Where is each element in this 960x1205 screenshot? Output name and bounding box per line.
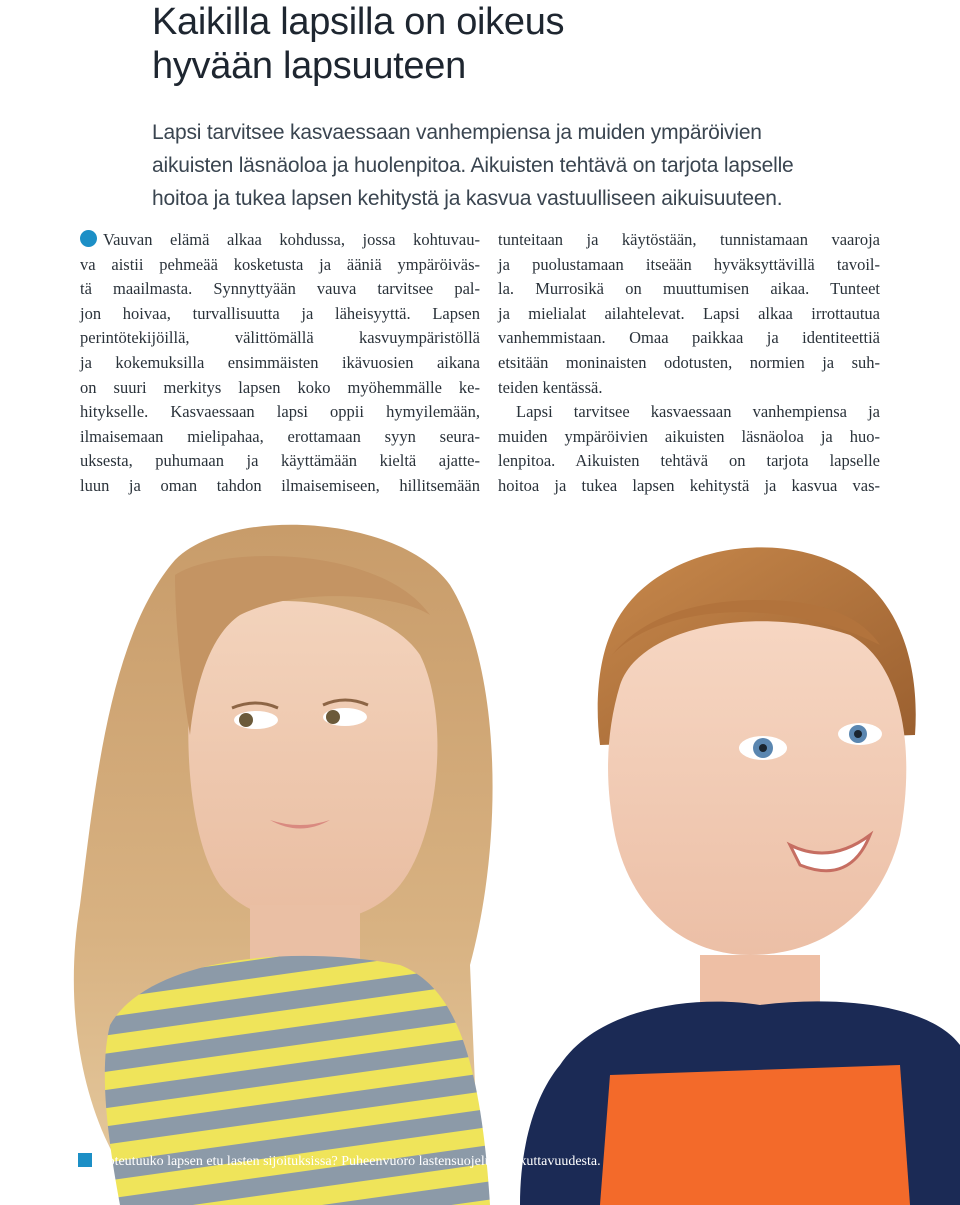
body-line: vanhemmistaan. Omaa paikkaa ja identiteettiä <box>498 328 880 348</box>
page-footer <box>60 1151 920 1173</box>
body-line: on suuri merkitys lapsen koko myöhemmälle ke- <box>80 377 480 397</box>
body-line: Vauvan elämä alkaa kohdussa, jossa kohtuvau- <box>80 228 480 253</box>
body-line: hitykselle. Kasvaessaan lapsi oppii hymyilemään, <box>80 402 480 422</box>
body-line: muiden ympäröivien aikuisten läsnäoloa ja huo- <box>498 426 880 446</box>
body-line: la. Murrosikä on muuttumisen aikaa. Tunteet <box>498 279 880 299</box>
body-line: tunteitaan ja käytöstään, tunnistamaan vaaroja <box>498 230 880 249</box>
body-line: teiden kentässä. <box>498 377 603 397</box>
body-line: ja mielialat ailahtelevat. Lapsi alkaa irrottautua <box>498 303 880 323</box>
page-title <box>152 0 912 88</box>
body-column-right <box>498 228 880 499</box>
body-column-left <box>80 228 480 499</box>
lead-paragraph <box>152 116 932 215</box>
body-line: hoitoa ja tukea lapsen kehitystä ja kasvua vas- <box>498 475 880 495</box>
boy-figure <box>520 547 960 1205</box>
body-line: ja kokemuksilla ensimmäisten ikävuosien aikana <box>80 352 480 372</box>
footer-square-icon <box>78 1153 92 1167</box>
footer-text: Toteutuuko lapsen etu lasten sijoituksissa? Puheenvuoro lastensuojelun vaikuttavuudesta. <box>100 1154 601 1169</box>
body-line: uksesta, puhumaan ja käyttämään kieltä ajatte- <box>80 451 480 471</box>
body-line: etsitään moninaisten odotusten, normien ja suh- <box>498 352 880 372</box>
body-line: tä maailmasta. Synnyttyään vauva tarvitsee pal- <box>80 279 480 299</box>
body-line: jon hoivaa, turvallisuutta ja läheisyyttä. Lapsen <box>80 303 480 323</box>
body-line: lenpitoa. Aikuisten tehtävä on tarjota lapselle <box>498 451 880 471</box>
body-line: ilmaisemaan mielipahaa, erottamaan syyn seura- <box>80 426 480 446</box>
girl-figure <box>74 525 493 1205</box>
page-number: 6 <box>60 1154 67 1169</box>
lead-line: Lapsi tarvitsee kasvaessaan vanhempiensa ja muiden ympäröivien <box>152 121 762 144</box>
lead-line: aikuisten läsnäoloa ja huolenpitoa. Aikuisten tehtävä on tarjota lapselle <box>152 154 794 177</box>
children-photo <box>0 505 960 1205</box>
body-line: va aistii pehmeää kosketusta ja ääniä ympäröiväs- <box>80 254 480 274</box>
body-line: Lapsi tarvitsee kasvaessaan vanhempiensa ja <box>516 402 880 422</box>
bullet-dot-icon <box>80 230 97 247</box>
body-line: perintötekijöillä, välittömällä kasvuympäristöllä <box>80 328 480 348</box>
title-line: hyvään lapsuuteen <box>152 45 466 87</box>
body-line: luun ja oman tahdon ilmaisemiseen, hillitsemään <box>80 475 480 495</box>
title-line: Kaikilla lapsilla on oikeus <box>152 1 565 43</box>
body-line: ja puolustamaan itseään hyväksyttävillä tavoil- <box>498 254 880 274</box>
lead-line: hoitoa ja tukea lapsen kehitystä ja kasvua vastuulliseen aikuisuuteen. <box>152 187 783 210</box>
